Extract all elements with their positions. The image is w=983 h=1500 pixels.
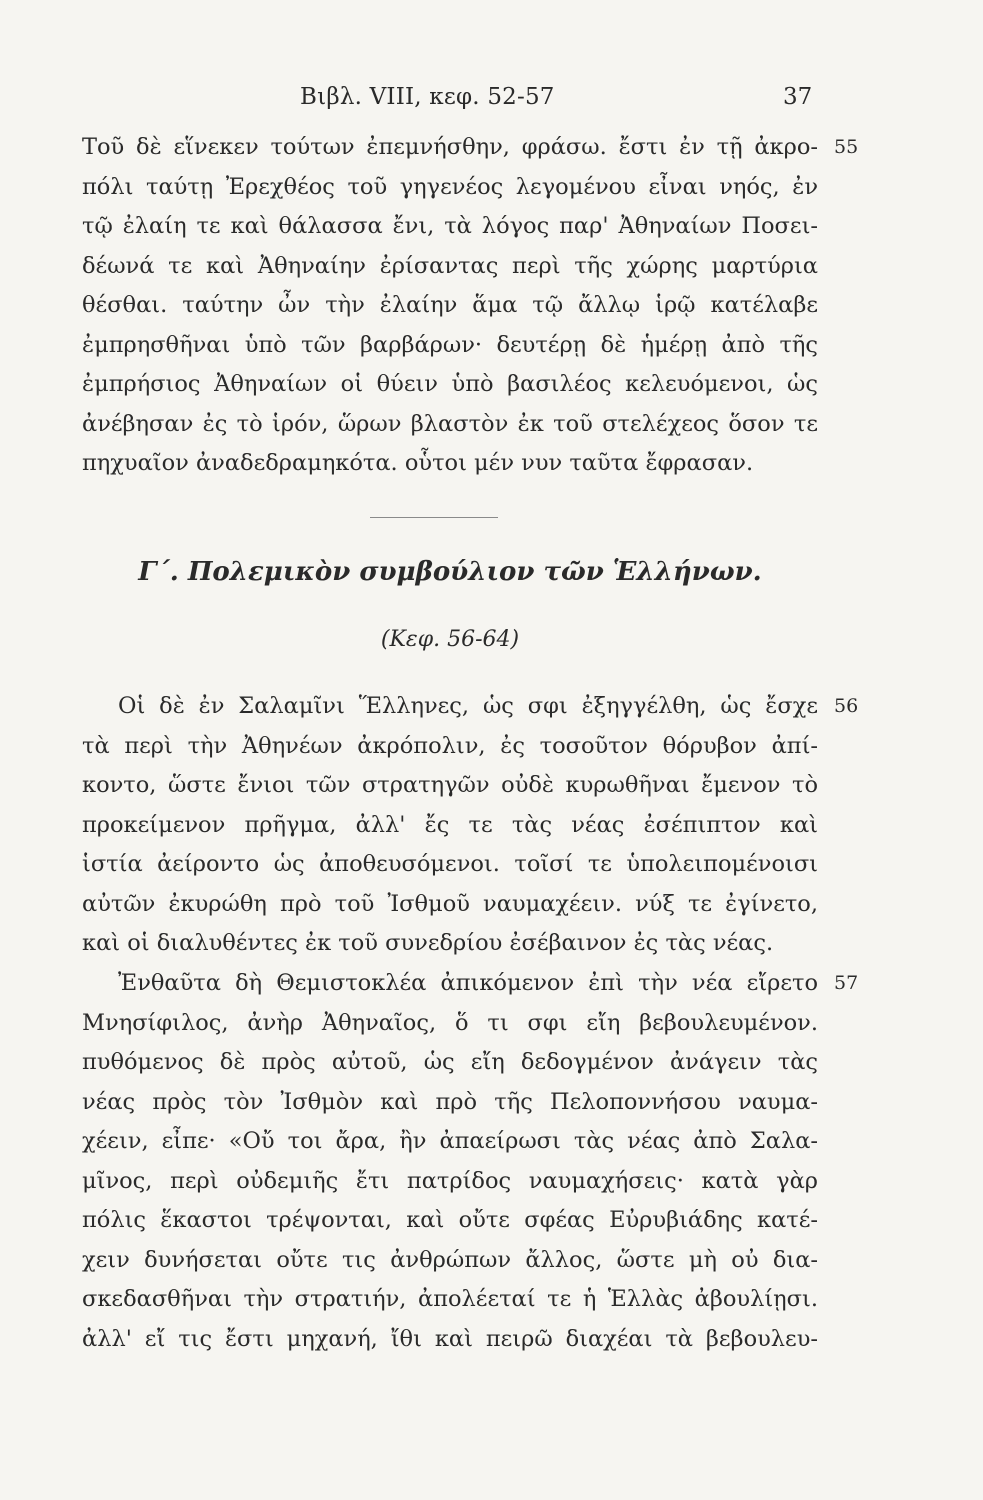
text-line: τὰ περὶ τὴν Ἀθηνέων ἀκρόπολιν, ἐς τοσοῦτον θόρυβον ἀπί- [82, 732, 818, 759]
text-line: πόλις ἕκαστοι τρέψονται, καὶ οὔτε σφέας Εὐρυβιάδης κατέ- [82, 1207, 818, 1233]
text-line: Οἱ δὲ ἐν Σαλαμῖνι Ἕλληνες, ὡς σφι ἐξηγγέλθη, ὡς ἔσχε 56 [82, 687, 818, 727]
section-title: Γ΄. Πολεμικὸν συμβούλιον τῶν Ἑλλήνων. [138, 557, 762, 587]
section-divider [370, 517, 498, 518]
paragraph-3 [82, 964, 859, 1359]
text-line: σκεδασθῆναι τὴν στρατιήν, ἀπολέεταί τε ἡ Ἑλλὰς ἀβουλίῃσι. [82, 1286, 818, 1312]
paragraph-2 [82, 687, 859, 964]
text-line: αὐτῶν ἐκυρώθη πρὸ τοῦ Ἰσθμοῦ ναυμαχέειν. νύξ τε ἐγίνετο, [82, 890, 818, 917]
text-line: Ἐνθαῦτα δὴ Θεμιστοκλέα ἀπικόμενον ἐπὶ τὴν νέα εἴρετο 57 [82, 964, 818, 1004]
running-title: Βιβλ. VIII, κεφ. 52-57 [300, 84, 555, 110]
text-line: ἀλλ' εἴ τις ἔστι μηχανή, ἴθι καὶ πειρῶ διαχέαι τὰ βεβουλευ- [82, 1325, 818, 1352]
text-line: ἀνέβησαν ἐς τὸ ἱρόν, ὥρων βλαστὸν ἐκ τοῦ στελέχεος ὅσον τε [82, 410, 818, 437]
text-line: πηχυαῖον ἀναδεδραμηκότα. οὗτοι μέν νυν ταῦτα ἔφρασαν. [82, 450, 754, 476]
margin-number: 57 [834, 972, 859, 994]
text-line: ἐμπρήσιος Ἀθηναίων οἱ θύειν ὑπὸ βασιλέος κελευόμενοι, ὡς [82, 371, 818, 397]
paragraph-1 [82, 128, 859, 484]
text-line: δέωνά τε καὶ Ἀθηναίην ἐρίσαντας περὶ τῆς χώρης μαρτύρια [82, 252, 818, 279]
margin-number: 55 [834, 136, 859, 158]
text-line: τῷ ἐλαίη τε καὶ θάλασσα ἔνι, τὰ λόγος παρ' Ἀθηναίων Ποσει- [82, 213, 818, 239]
text-line: μῖνος, περὶ οὐδεμιῆς ἔτι πατρίδος ναυμαχήσεις· κατὰ γὰρ [82, 1167, 818, 1194]
text-line: κοντο, ὥστε ἔνιοι τῶν στρατηγῶν οὐδὲ κυρωθῆναι ἔμενον τὸ [82, 772, 818, 798]
text-line: Τοῦ δὲ εἵνεκεν τούτων ἐπεμνήσθην, φράσω. ἔστι ἐν τῇ ἀκρο- 55 [82, 128, 818, 168]
text-line: χειν δυνήσεται οὔτε τις ἀνθρώπων ἄλλος, ὥστε μὴ οὐ δια- [82, 1246, 818, 1273]
text-line: προκείμενον πρῆγμα, ἀλλ' ἔς τε τὰς νέας ἐσέπιπτον καὶ [82, 811, 818, 838]
page-number: 37 [783, 84, 813, 110]
text-line: καὶ οἱ διαλυθέντες ἐκ τοῦ συνεδρίου ἐσέβαινον ἐς τὰς νέας. [82, 930, 774, 956]
text-line: πόλι ταύτῃ Ἐρεχθέος τοῦ γηγενέος λεγομένου εἶναι νηός, ἐν [82, 173, 818, 200]
text-line: χέειν, εἶπε· «Οὔ τοι ἄρα, ἢν ἀπαείρωσι τὰς νέας ἀπὸ Σαλα- [82, 1128, 818, 1154]
text-line: νέας πρὸς τὸν Ἰσθμὸν καὶ πρὸ τῆς Πελοποννήσου ναυμα- [82, 1088, 818, 1115]
text-line: πυθόμενος δὲ πρὸς αὐτοῦ, ὡς εἴη δεδογμένον ἀνάγειν τὰς [82, 1049, 818, 1075]
text-line: ἱστία ἀείροντο ὡς ἀποθευσόμενοι. τοῖσί τε ὑπολειπομένοισι [82, 851, 818, 877]
text-line: θέσθαι. ταύτην ὦν τὴν ἐλαίην ἅμα τῷ ἄλλῳ ἱρῷ κατέλαβε [82, 292, 818, 318]
chapter-reference: (Κεφ. 56-64) [380, 627, 520, 652]
text-line: Μνησίφιλος, ἀνὴρ Ἀθηναῖος, ὅ τι σφι εἴη βεβουλευμένον. [82, 1009, 818, 1036]
text-line: ἐμπρησθῆναι ὑπὸ τῶν βαρβάρων· δευτέρῃ δὲ ἡμέρῃ ἀπὸ τῆς [82, 331, 818, 358]
margin-number: 56 [834, 695, 859, 717]
